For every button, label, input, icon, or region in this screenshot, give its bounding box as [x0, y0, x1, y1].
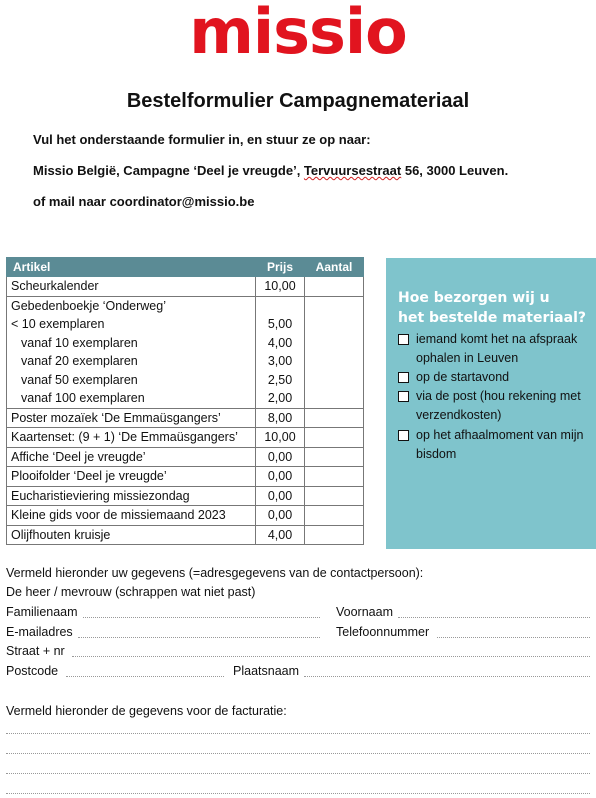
cell-artikel: < 10 exemplaren: [7, 315, 256, 334]
table-header-row: [7, 258, 364, 277]
cell-prijs: 8,00: [256, 408, 305, 428]
delivery-option-label: iemand komt het na afspraak ophalen in Leuven: [416, 332, 578, 365]
delivery-option[interactable]: [398, 368, 588, 387]
billing-line[interactable]: [6, 773, 590, 774]
address-suffix: 56, 3000 Leuven.: [401, 163, 509, 178]
table-row: [7, 447, 364, 467]
salutation: De heer / mevrouw (schrappen wat niet past): [6, 585, 256, 599]
table-row: [7, 428, 364, 448]
field-postcode[interactable]: [66, 676, 224, 677]
checkbox[interactable]: [398, 334, 409, 345]
cell-artikel: Poster mozaïek ‘De Emmaüsgangers’: [7, 408, 256, 428]
header-artikel: Artikel: [7, 258, 256, 277]
table-row: [7, 315, 364, 334]
quantity-cell[interactable]: [305, 334, 364, 353]
cell-prijs: 4,00: [256, 334, 305, 353]
quantity-cell[interactable]: [305, 389, 364, 408]
delivery-option-label: via de post (hou rekening met verzendkosten): [416, 389, 581, 422]
table-row: [7, 506, 364, 526]
quantity-cell[interactable]: [305, 371, 364, 390]
intro-address: [33, 163, 508, 178]
label-email: E-mailadres: [6, 625, 73, 639]
checkbox[interactable]: [398, 391, 409, 402]
label-voornaam: Voornaam: [336, 605, 393, 619]
address-street: Tervuursestraat: [303, 163, 402, 178]
cell-prijs: 3,00: [256, 352, 305, 371]
label-postcode: Postcode: [6, 664, 59, 678]
quantity-cell[interactable]: [305, 408, 364, 428]
label-familienaam: Familienaam: [6, 605, 78, 619]
cell-prijs: 2,50: [256, 371, 305, 390]
checkbox[interactable]: [398, 430, 409, 441]
table-row: [7, 352, 364, 371]
header-aantal: Aantal: [305, 258, 364, 277]
form-intro: Vermeld hieronder uw gegevens (=adresgegevens van de contactpersoon):: [6, 566, 424, 580]
cell-prijs: 10,00: [256, 428, 305, 448]
cell-artikel: vanaf 20 exemplaren: [7, 352, 256, 371]
table-row: [7, 467, 364, 487]
table-row: [7, 277, 364, 297]
cell-prijs: 0,00: [256, 447, 305, 467]
quantity-cell[interactable]: [305, 486, 364, 506]
billing-line[interactable]: [6, 733, 590, 734]
address-prefix: Missio België, Campagne ‘Deel je vreugde’,: [33, 163, 304, 178]
delivery-option[interactable]: [398, 330, 588, 368]
cell-artikel: Scheurkalender: [7, 277, 256, 297]
billing-intro: Vermeld hieronder de gegevens voor de facturatie:: [6, 704, 287, 718]
cell-artikel: Kleine gids voor de missiemaand 2023: [7, 506, 256, 526]
cell-prijs: 0,00: [256, 467, 305, 487]
delivery-box: [386, 258, 596, 549]
label-telefoon: Telefoonnummer: [336, 625, 430, 639]
table-row: [7, 525, 364, 545]
checkbox[interactable]: [398, 372, 409, 383]
table-row: [7, 334, 364, 353]
page-title: Bestelformulier Campagnemateriaal: [126, 90, 470, 112]
quantity-cell[interactable]: [305, 467, 364, 487]
cell-artikel: vanaf 100 exemplaren: [7, 389, 256, 408]
table-row: [7, 371, 364, 390]
table-row: [7, 389, 364, 408]
intro-line-1: Vul het onderstaande formulier in, en stuur ze op naar:: [33, 132, 371, 147]
cell-artikel: Affiche ‘Deel je vreugde’: [7, 447, 256, 467]
delivery-option-label: op het afhaalmoment van mijn bisdom: [416, 428, 584, 461]
quantity-cell[interactable]: [305, 447, 364, 467]
cell-prijs: 4,00: [256, 525, 305, 545]
label-plaatsnaam: Plaatsnaam: [233, 664, 300, 678]
cell-artikel: Gebedenboekje ‘Onderweg’: [7, 296, 256, 315]
delivery-option-label: op de startavond: [416, 370, 510, 384]
quantity-cell[interactable]: [305, 525, 364, 545]
header-prijs: Prijs: [256, 258, 305, 277]
intro-mail: of mail naar coordinator@missio.be: [33, 194, 255, 209]
cell-prijs: 5,00: [256, 315, 305, 334]
missio-logo: missio: [189, 0, 407, 68]
field-straat[interactable]: [72, 656, 590, 657]
cell-artikel: Plooifolder ‘Deel je vreugde’: [7, 467, 256, 487]
field-telefoon[interactable]: [437, 637, 590, 638]
label-straat: Straat + nr: [6, 644, 65, 658]
billing-line[interactable]: [6, 753, 590, 754]
cell-prijs: [256, 296, 305, 315]
table-row: [7, 408, 364, 428]
cell-artikel: Kaartenset: (9 + 1) ‘De Emmaüsgangers’: [7, 428, 256, 448]
quantity-cell[interactable]: [305, 506, 364, 526]
table-row: [7, 296, 364, 315]
quantity-cell[interactable]: [305, 352, 364, 371]
field-plaatsnaam[interactable]: [304, 676, 590, 677]
delivery-option[interactable]: [398, 426, 588, 464]
cell-artikel: vanaf 10 exemplaren: [7, 334, 256, 353]
delivery-heading: [398, 288, 588, 328]
field-email[interactable]: [78, 637, 320, 638]
field-familienaam[interactable]: [83, 617, 320, 618]
quantity-cell[interactable]: [305, 428, 364, 448]
cell-artikel: Olijfhouten kruisje: [7, 525, 256, 545]
cell-prijs: 10,00: [256, 277, 305, 297]
cell-prijs: 0,00: [256, 506, 305, 526]
table-row: [7, 486, 364, 506]
cell-artikel: vanaf 50 exemplaren: [7, 371, 256, 390]
quantity-cell[interactable]: [305, 315, 364, 334]
quantity-cell[interactable]: [305, 296, 364, 315]
cell-prijs: 0,00: [256, 486, 305, 506]
delivery-heading-line-2: het bestelde materiaal?: [398, 310, 586, 326]
delivery-heading-line-1: Hoe bezorgen wij u: [398, 290, 550, 306]
cell-prijs: 2,00: [256, 389, 305, 408]
cell-artikel: Eucharistieviering missiezondag: [7, 486, 256, 506]
order-table: [6, 257, 364, 545]
delivery-option[interactable]: [398, 387, 588, 425]
billing-line[interactable]: [6, 793, 590, 794]
field-voornaam[interactable]: [398, 617, 590, 618]
quantity-cell[interactable]: [305, 277, 364, 297]
